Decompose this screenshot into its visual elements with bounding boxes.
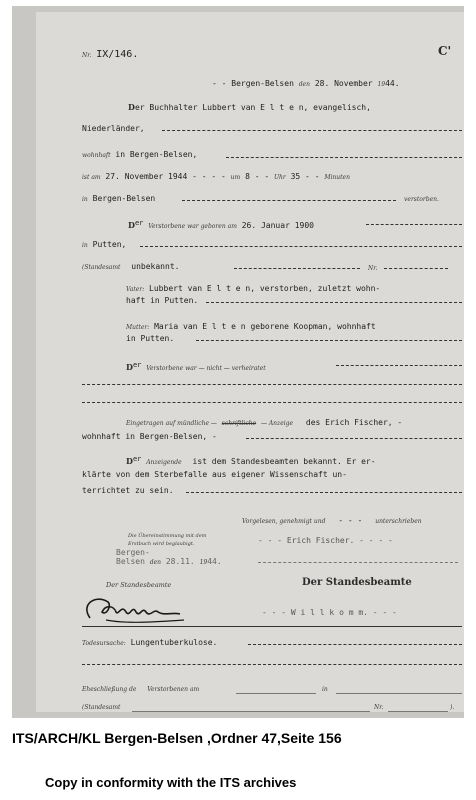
dash-fill — [246, 438, 462, 439]
dash-fill — [82, 384, 462, 385]
dash-fill — [206, 302, 462, 303]
certification-place: Bergen- Belsen den 28.11. 1944. — [116, 548, 222, 566]
blank-line — [236, 693, 316, 694]
corner-mark: C' — [438, 44, 452, 58]
mother-line: Mutter: Maria van E l t e n geborene Koopman, wohnhaft — [126, 322, 376, 331]
separator-line — [82, 626, 462, 627]
death-certificate — [36, 12, 464, 712]
dash-fill — [82, 664, 462, 665]
registrar-label: Der Standesbeamte — [302, 577, 412, 588]
father-line: Vater: Lubbert van E l t e n, verstorben, zuletzt wohn- — [126, 284, 381, 293]
dash-fill — [140, 246, 462, 247]
report-line-2: wohnhaft in Bergen-Belsen, - — [82, 432, 217, 441]
nationality-line: Niederländer, — [82, 124, 145, 133]
marriage-in: in — [322, 686, 328, 693]
conformity-note: Die Übereinstimmung mit dem Erstbuch wird beglaubigt. — [128, 533, 207, 547]
marriage-line: Eheschließung de Verstorbenen am — [82, 686, 200, 693]
registrar-signature-icon — [76, 590, 196, 630]
marital-line: Der Verstorbene war — nicht — verheiratet — [126, 361, 266, 372]
archive-reference: ITS/ARCH/KL Bergen-Belsen ,Ordner 47,Seite 156 — [12, 730, 342, 746]
dash-fill — [258, 562, 458, 563]
dash-fill — [196, 340, 462, 341]
dash-fill — [182, 200, 396, 201]
blank-line — [132, 711, 370, 712]
informant-signature: - - - Erich Fischer. - - - - — [258, 536, 393, 545]
dash-fill — [162, 130, 462, 131]
dash-fill — [336, 365, 462, 366]
dash-fill — [234, 268, 360, 269]
scanned-document — [12, 6, 464, 718]
registrar-small-label: Der Standesbeamte — [106, 581, 172, 589]
death-date-line: ist am 27. November 1944 - - - - um 8 - - Uhr 35 - - Minuten — [82, 172, 350, 181]
birth-place-line: in Putten, — [82, 240, 127, 249]
informant-line-2: klärte von dem Sterbefalle aus eigener Wissenschaft un- — [82, 470, 347, 479]
dash-fill — [186, 492, 462, 493]
dash-fill — [82, 402, 462, 403]
verstorben-label: verstorben. — [404, 196, 439, 203]
blank-line — [336, 693, 462, 694]
cause-of-death-line: Todesursache: Lungentuberkulose. — [82, 638, 218, 647]
residence-line: wohnhaft in Bergen-Belsen, — [82, 150, 198, 159]
report-line: Eingetragen auf mündliche — schriftliche — Anzeige des Erich Fischer, - — [126, 418, 403, 427]
birth-date-line: Der Verstorbene war geboren am 26. Januar 1900 — [128, 219, 314, 230]
registrar-name: - - - W i l l k o m m. - - - — [262, 608, 397, 617]
dash-fill — [248, 644, 462, 645]
father-line-2: haft in Putten. — [126, 296, 199, 305]
marriage-close: ). — [450, 704, 455, 711]
register-number: Nr. IX/146. — [82, 49, 139, 60]
dash-fill — [366, 224, 462, 225]
deceased-line: Der Buchhalter Lubbert van E l t e n, evangelisch, — [128, 102, 371, 112]
dash-fill — [226, 157, 462, 158]
registry-line: (Standesamt unbekannt. — [82, 262, 180, 271]
marriage-registry: (Standesamt — [82, 704, 121, 711]
informant-line: Der Anzeigende ist dem Standesbeamten bekannt. Er er- — [126, 455, 376, 466]
mother-line-2: in Putten. — [126, 334, 175, 343]
dash-fill — [384, 268, 448, 269]
blank-line — [388, 711, 448, 712]
informant-line-3: terrichtet zu sein. — [82, 486, 174, 495]
registry-nr: Nr. — [368, 265, 378, 272]
death-place-line: in Bergen-Belsen — [82, 194, 156, 203]
read-signed-line: Vorgelesen, genehmigt und - - - unterschrieben — [242, 516, 422, 525]
place-date-line: - - Bergen-Belsen den 28. November 1944. — [212, 79, 400, 88]
conformity-notice: Copy in conformity with the ITS archives — [45, 775, 297, 790]
marriage-nr: Nr. — [374, 704, 384, 711]
